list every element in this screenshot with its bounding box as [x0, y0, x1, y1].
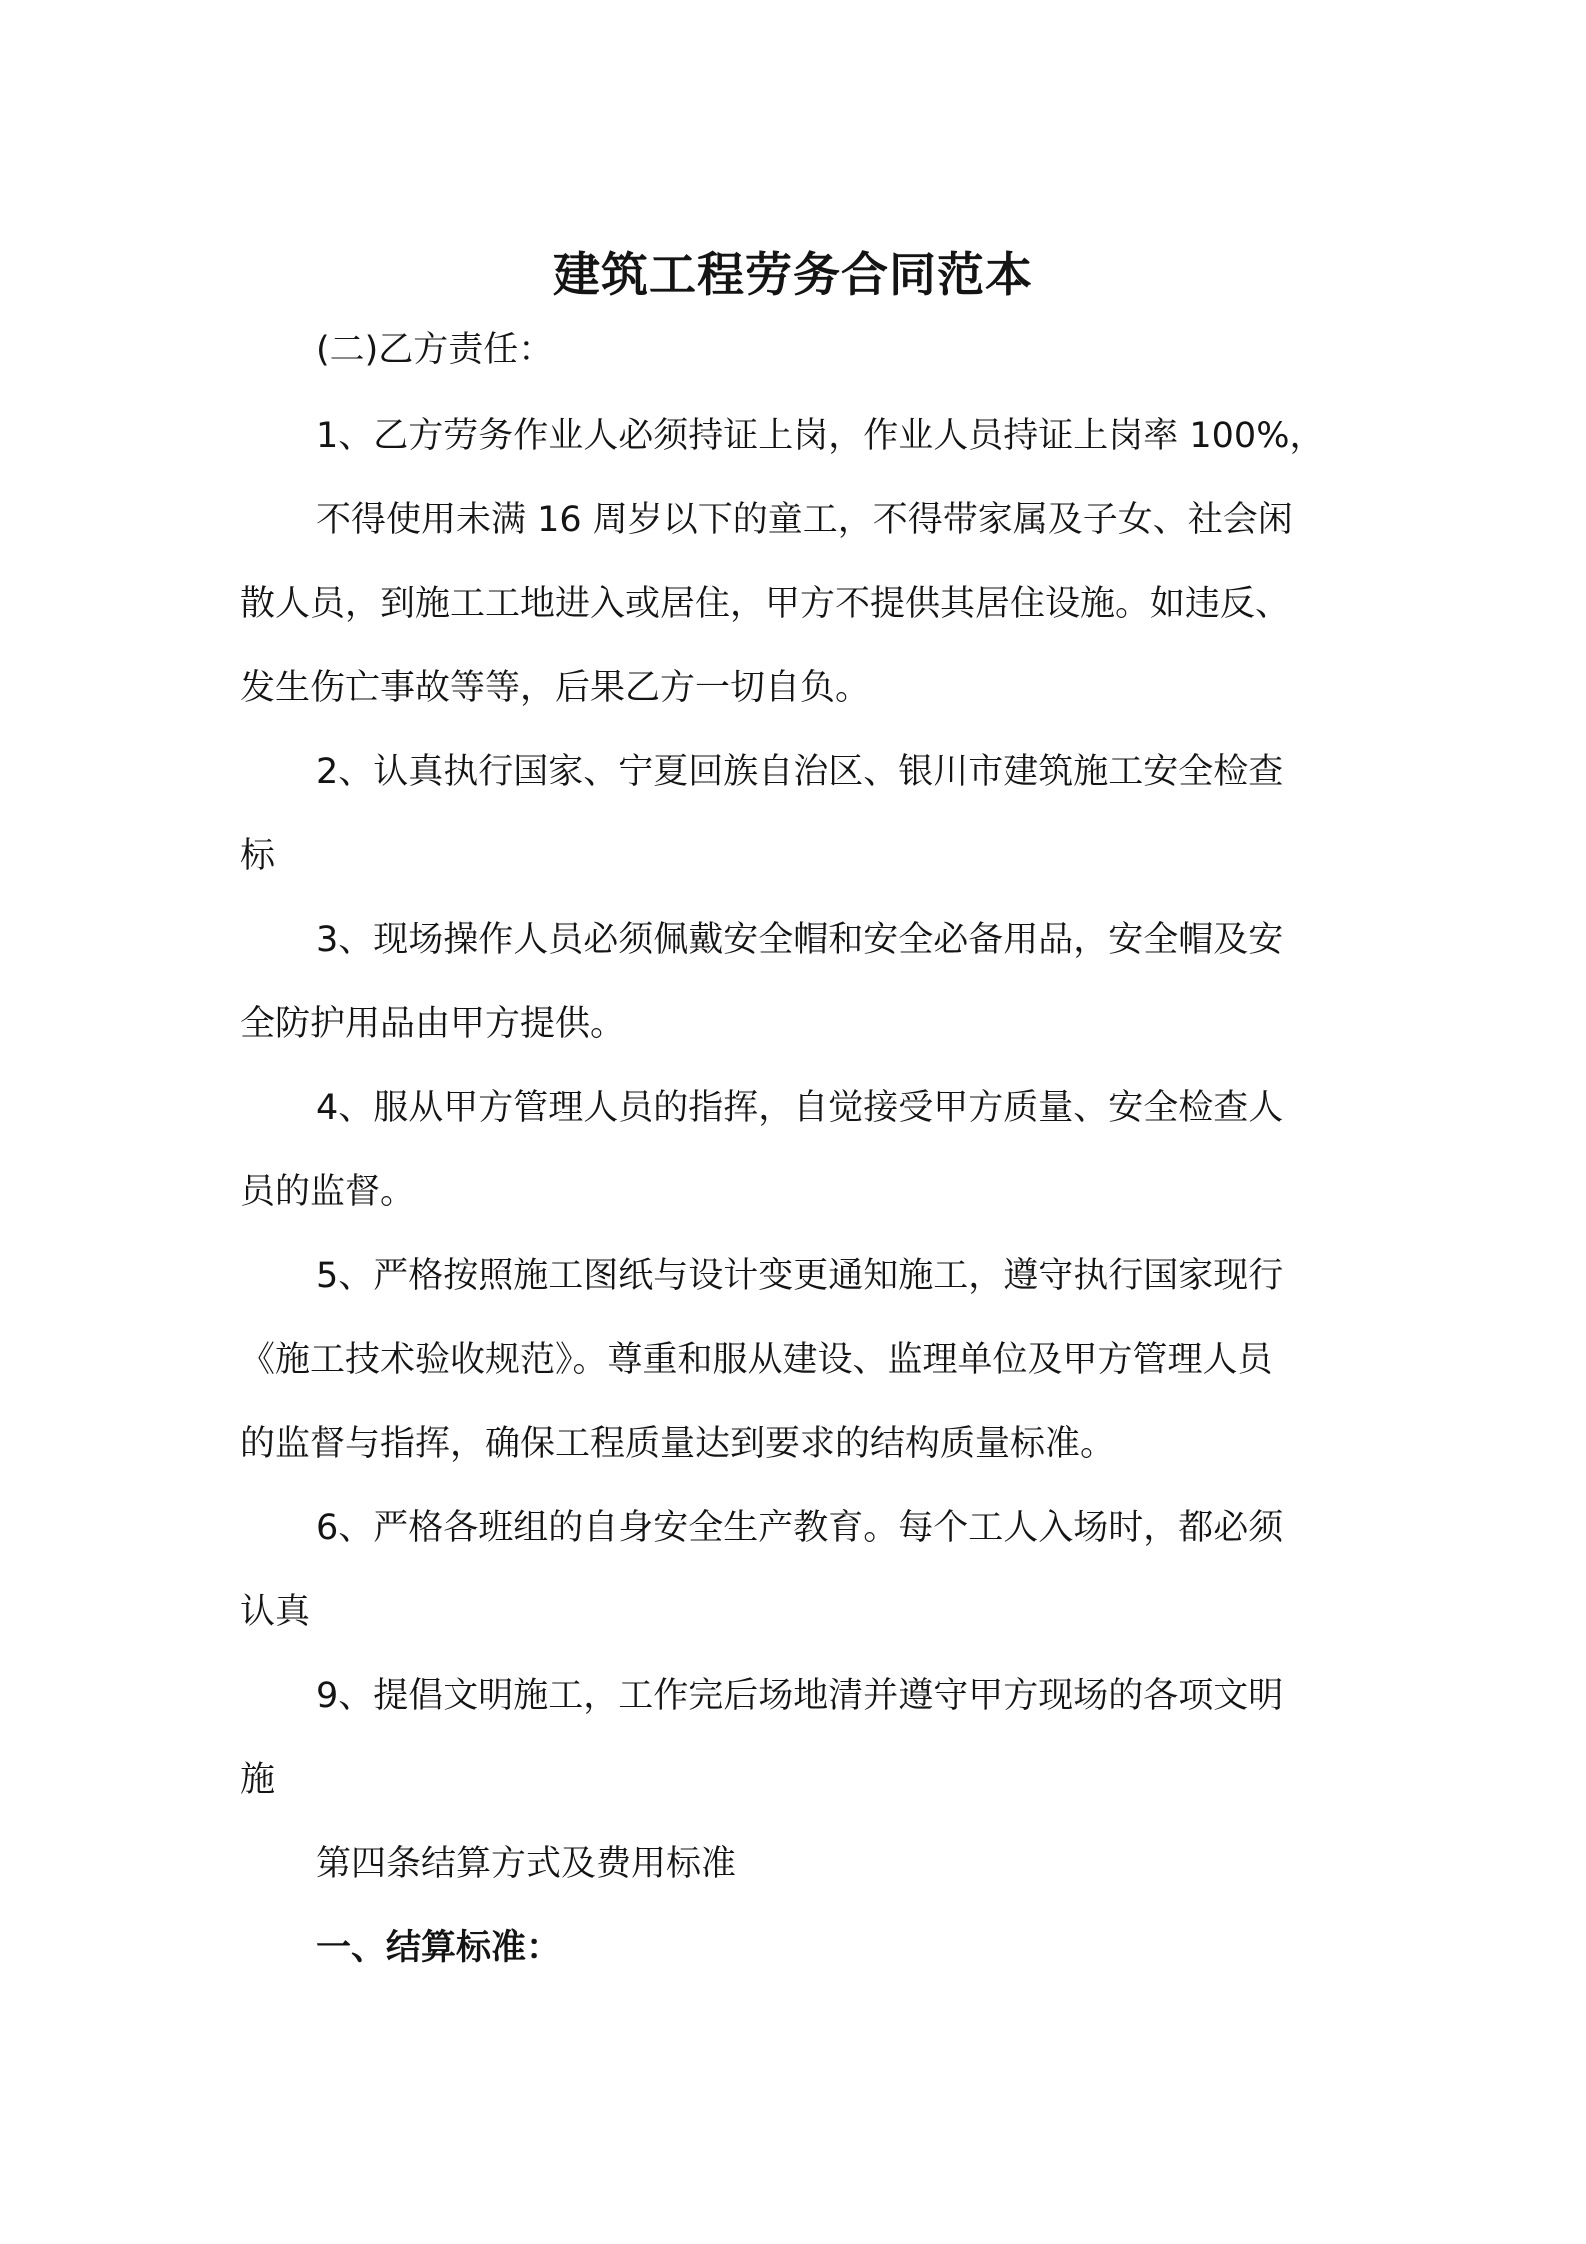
clause-6-line-2: 认真	[240, 1592, 311, 1632]
clause-1-line-2: 不得使用未满 16 周岁以下的童工，不得带家属及子女、社会闲	[316, 500, 1293, 540]
article-4-heading: 第四条结算方式及费用标准	[316, 1844, 737, 1884]
clause-2-line-1: 2、认真执行国家、宁夏回族自治区、银川市建筑施工安全检查	[316, 752, 1284, 792]
clause-1-line-3: 散人员，到施工工地进入或居住，甲方不提供其居住设施。如违反、	[240, 584, 1291, 624]
clause-2-line-2: 标	[240, 836, 276, 876]
clause-9-line-2: 施	[240, 1760, 276, 1800]
clause-1-line-1: 1、乙方劳务作业人必须持证上岗，作业人员持证上岗率 100%，	[316, 416, 1325, 456]
clause-6-line-1: 6、严格各班组的自身安全生产教育。每个工人入场时，都必须	[316, 1508, 1284, 1548]
document-title: 建筑工程劳务合同范本	[553, 248, 1033, 304]
clause-3-line-2: 全防护用品由甲方提供。	[240, 1004, 626, 1044]
clause-5-line-2: 《施工技术验收规范》。尊重和服从建设、监理单位及甲方管理人员	[240, 1340, 1273, 1380]
clause-4-line-1: 4、服从甲方管理人员的指挥，自觉接受甲方质量、安全检查人	[316, 1088, 1284, 1128]
clause-9-line-1: 9、提倡文明施工，工作完后场地清并遵守甲方现场的各项文明	[316, 1676, 1284, 1716]
settlement-standard-heading: 一、结算标准：	[316, 1928, 562, 1968]
clause-1-line-4: 发生伤亡事故等等，后果乙方一切自负。	[240, 668, 871, 708]
clause-5-line-1: 5、严格按照施工图纸与设计变更通知施工，遵守执行国家现行	[316, 1256, 1284, 1296]
clause-5-line-3: 的监督与指挥，确保工程质量达到要求的结构质量标准。	[240, 1424, 1116, 1464]
clause-3-line-1: 3、现场操作人员必须佩戴安全帽和安全必备用品，安全帽及安	[316, 920, 1284, 960]
clause-4-line-2: 员的监督。	[240, 1172, 416, 1212]
section-heading-party-b: (二)乙方责任：	[316, 330, 554, 370]
